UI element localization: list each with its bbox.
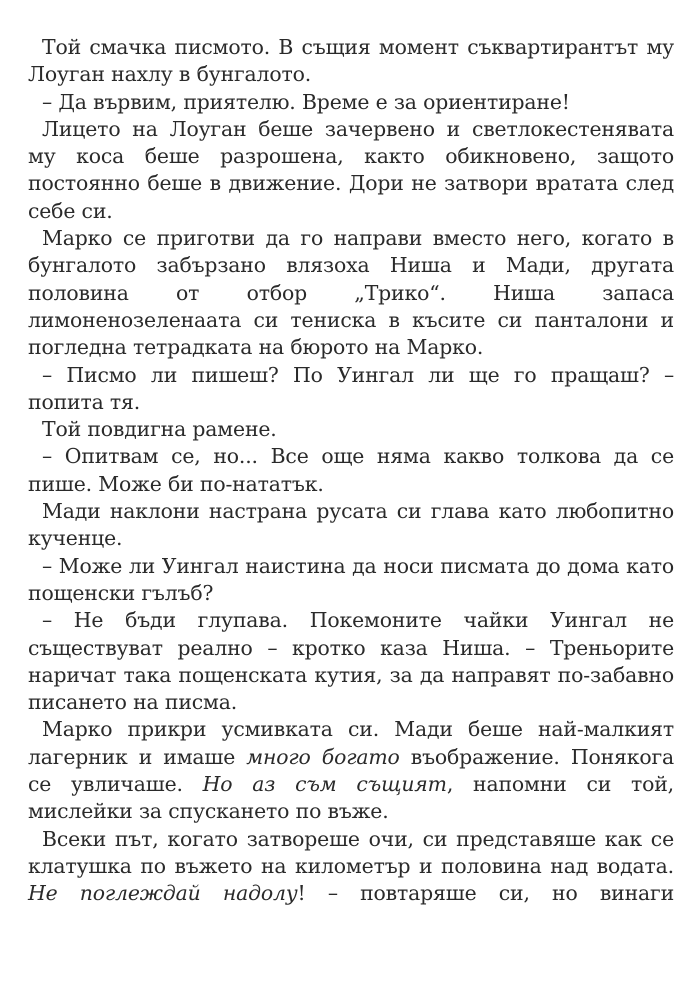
paragraph xyxy=(28,225,674,361)
paragraph xyxy=(28,498,674,553)
text-run: – Опитвам се, но... Все още няма какво толкова да се пише. Може би по-нататък. xyxy=(28,444,674,496)
text-run: – Не бъди глупава. Покемоните чайки Уингал не съществуват реално – кротко каза Ниша. – Треньорите наричат така пощенската кутия, за да направят по-забавно писането на писма. xyxy=(28,608,674,715)
text-run: въображение. Понякога се увличаше. xyxy=(28,744,674,797)
text-run: ! – повтаряше си, но винаги xyxy=(297,881,675,906)
text-run: – Да вървим, приятелю. Време е за ориентиране! xyxy=(42,89,570,114)
italic-text: Не поглеждай надолу xyxy=(28,881,298,906)
text-run: Той повдигна рамене. xyxy=(42,417,277,442)
text-run: , напомни си той, мислейки за спускането по въже. xyxy=(28,772,675,824)
paragraph xyxy=(28,607,674,716)
paragraph xyxy=(28,362,674,417)
paragraph xyxy=(28,34,674,89)
italic-text: много богато xyxy=(246,744,400,769)
text-run: Марко прикри усмивката си. Мади беше най-малкият лагерник и имаше xyxy=(28,717,674,769)
paragraph xyxy=(28,89,674,116)
paragraph xyxy=(28,553,674,608)
text-run: Всеки път, когато затвореше очи, си представяше как се клатушка по въжето на километър и половина над водата. xyxy=(28,826,674,878)
paragraph xyxy=(28,416,674,443)
text-run: Марко се приготви да го направи вместо него, когато в бунгалото забързано влязоха Ниша и Мади, другата половина от отбор „Трико“. Ниша запаса лимоненозеленаата си тениска в късите си панталони и погледна тетрадката на бюрото на Марко. xyxy=(28,226,674,360)
text-run: Той смачка писмото. В същия момент съквартирантът му Лоуган нахлу в бунгалото. xyxy=(28,35,674,87)
text-run: – Писмо ли пишеш? По Уингал ли ще го пращаш? – попита тя. xyxy=(28,362,674,414)
text-run: – Може ли Уингал наистина да носи писмата до дома като пощенски гълъб? xyxy=(28,553,674,605)
body-text xyxy=(28,34,674,908)
paragraph xyxy=(28,116,674,225)
text-run: Лицето на Лоуган беше зачервено и светлокестенявата му коса беше разрошена, както обикновено, защото постоянно беше в движение. Дори не затвори вратата след себе си. xyxy=(28,116,674,223)
text-run: Мади наклони настрана русата си глава като любопитно кученце. xyxy=(28,499,674,551)
paragraph xyxy=(28,716,674,825)
paragraph xyxy=(28,826,674,908)
italic-text: Но аз съм същият xyxy=(202,772,447,797)
paragraph xyxy=(28,443,674,498)
